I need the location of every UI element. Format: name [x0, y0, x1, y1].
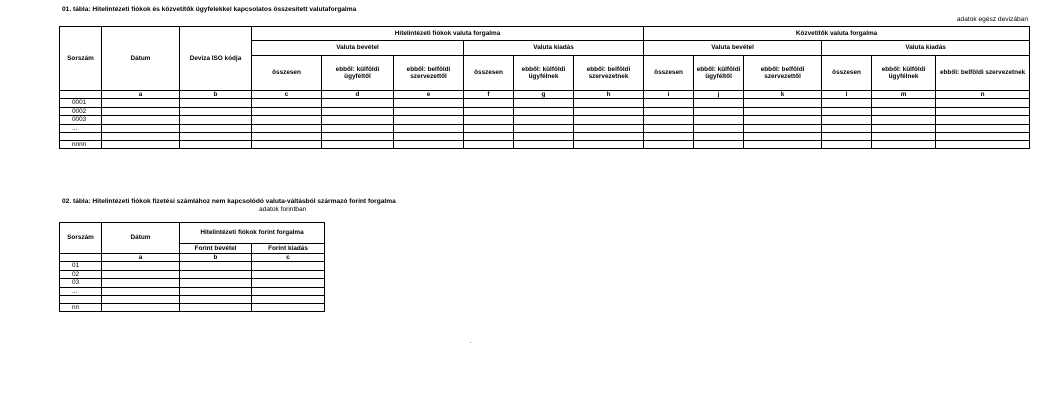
- letter-cell: c: [252, 91, 322, 99]
- t2-header-group: Hitelintézeti fiókok forint forgalma: [180, 223, 325, 244]
- data-cell: [252, 262, 325, 270]
- data-cell: [180, 124, 252, 132]
- header-datum: Dátum: [102, 27, 180, 91]
- table-row: [60, 304, 325, 312]
- table1-title: 01. tábla: Hitelintézeti fiókok és közvetítők ügyfelekkel kapcsolatos összesített valutaforgalma: [62, 6, 357, 13]
- data-cell: [822, 99, 872, 107]
- letter-cell: i: [644, 91, 694, 99]
- data-cell: [394, 141, 464, 149]
- data-cell: [694, 124, 744, 132]
- data-cell: [936, 124, 1030, 132]
- row-number: 0003: [60, 116, 102, 124]
- data-cell: [252, 270, 325, 278]
- header-kozv-bevetel: Valuta bevétel: [644, 41, 822, 56]
- letter-cell: c: [252, 254, 325, 262]
- header-j-kulfoldi: ebből: külföldi ügyféltől: [694, 56, 744, 91]
- header-n-belfoldi: ebből: belföldi szervezetnek: [936, 56, 1030, 91]
- table-row: [60, 133, 1030, 141]
- letter-cell: d: [322, 91, 394, 99]
- data-cell: [574, 99, 644, 107]
- header-f-osszesen: összesen: [464, 56, 514, 91]
- row-number: 03: [60, 279, 102, 287]
- data-cell: [822, 133, 872, 141]
- header-d-kulfoldi: ebből: külföldi ügyféltől: [322, 56, 394, 91]
- data-cell: [936, 116, 1030, 124]
- table-row: [60, 141, 1030, 149]
- letter-cell-empty: [60, 254, 102, 262]
- data-cell: [102, 279, 180, 287]
- header-c-osszesen: összesen: [252, 56, 322, 91]
- data-cell: [872, 141, 936, 149]
- data-cell: [936, 107, 1030, 115]
- data-cell: [514, 99, 574, 107]
- data-cell: [822, 107, 872, 115]
- data-cell: [514, 141, 574, 149]
- letter-cell: a: [102, 254, 180, 262]
- letter-cell: h: [574, 91, 644, 99]
- row-number: 0002: [60, 107, 102, 115]
- stray-dot: [470, 342, 471, 343]
- table-row: [60, 262, 325, 270]
- header-group-hitel: Hitelintézeti fiókok valuta forgalma: [252, 27, 644, 41]
- data-cell: [180, 296, 252, 304]
- data-cell: [252, 99, 322, 107]
- letter-cell: l: [822, 91, 872, 99]
- data-cell: [102, 287, 180, 295]
- data-cell: [252, 133, 322, 141]
- data-cell: [822, 141, 872, 149]
- data-cell: [102, 116, 180, 124]
- letter-cell: b: [180, 91, 252, 99]
- letter-cell: e: [394, 91, 464, 99]
- data-cell: [744, 124, 822, 132]
- header-group-kozv: Közvetítők valuta forgalma: [644, 27, 1030, 41]
- data-cell: [102, 296, 180, 304]
- data-cell: [464, 141, 514, 149]
- data-cell: [514, 116, 574, 124]
- header-sorszam: Sorszám: [60, 27, 102, 91]
- letter-cell: b: [180, 254, 252, 262]
- letter-cell: k: [744, 91, 822, 99]
- data-cell: [694, 141, 744, 149]
- table-row: [60, 287, 325, 295]
- data-cell: [322, 116, 394, 124]
- t2-header-kiadas: Forint kiadás: [252, 244, 325, 254]
- data-cell: [694, 116, 744, 124]
- data-cell: [936, 133, 1030, 141]
- data-cell: [936, 99, 1030, 107]
- data-cell: [394, 116, 464, 124]
- data-cell: [322, 124, 394, 132]
- header-l-osszesen: összesen: [822, 56, 872, 91]
- table2: [59, 222, 325, 312]
- data-cell: [694, 133, 744, 141]
- data-cell: [936, 141, 1030, 149]
- data-cell: [872, 116, 936, 124]
- row-number: nnnn: [60, 141, 102, 149]
- data-cell: [822, 124, 872, 132]
- table-row: [60, 279, 325, 287]
- data-cell: [322, 133, 394, 141]
- data-cell: [102, 262, 180, 270]
- table1-body: [60, 99, 1030, 149]
- data-cell: [252, 141, 322, 149]
- letter-cell: a: [102, 91, 180, 99]
- data-cell: [464, 133, 514, 141]
- table2-title: 02. tábla: Hitelintézeti fiókok fizetési számlához nem kapcsolódó valuta-váltásból származó forint forgalma: [62, 198, 396, 205]
- data-cell: [322, 107, 394, 115]
- data-cell: [102, 141, 180, 149]
- row-number: 0001: [60, 99, 102, 107]
- data-cell: [744, 107, 822, 115]
- data-cell: [180, 141, 252, 149]
- data-cell: [102, 99, 180, 107]
- row-number: 02: [60, 270, 102, 278]
- data-cell: [644, 107, 694, 115]
- data-cell: [322, 99, 394, 107]
- table2-body: [60, 262, 325, 312]
- table-row: [60, 270, 325, 278]
- row-number: 01: [60, 262, 102, 270]
- data-cell: [574, 107, 644, 115]
- data-cell: [574, 116, 644, 124]
- t2-header-datum: Dátum: [102, 223, 180, 254]
- data-cell: [514, 124, 574, 132]
- data-cell: [644, 99, 694, 107]
- data-cell: [644, 116, 694, 124]
- t2-header-sorszam: Sorszám: [60, 223, 102, 254]
- header-g-kulfoldi: ebből: külföldi ügyfélnek: [514, 56, 574, 91]
- data-cell: [394, 133, 464, 141]
- header-hitel-kiadas: Valuta kiadás: [464, 41, 644, 56]
- data-cell: [744, 141, 822, 149]
- data-cell: [252, 287, 325, 295]
- data-cell: [180, 270, 252, 278]
- row-number: [60, 133, 102, 141]
- letter-cell-empty: [60, 91, 102, 99]
- data-cell: [694, 99, 744, 107]
- data-cell: [464, 107, 514, 115]
- table1-unit: adatok egész devizában: [956, 16, 1028, 23]
- table-row: [60, 124, 1030, 132]
- data-cell: [744, 133, 822, 141]
- data-cell: [574, 124, 644, 132]
- data-cell: [252, 116, 322, 124]
- data-cell: [102, 133, 180, 141]
- data-cell: [180, 279, 252, 287]
- table-row: [60, 296, 325, 304]
- header-hitel-bevetel: Valuta bevétel: [252, 41, 464, 56]
- table1: [59, 26, 1030, 149]
- row-number: ...: [60, 287, 102, 295]
- data-cell: [872, 133, 936, 141]
- header-deviza: Deviza ISO kódja: [180, 27, 252, 91]
- data-cell: [322, 141, 394, 149]
- data-cell: [872, 99, 936, 107]
- header-i-osszesen: összesen: [644, 56, 694, 91]
- t2-header-bevetel: Forint bevétel: [180, 244, 252, 254]
- letter-cell: g: [514, 91, 574, 99]
- data-cell: [464, 99, 514, 107]
- header-h-belfoldi: ebből: belföldi szervezetnek: [574, 56, 644, 91]
- data-cell: [102, 124, 180, 132]
- table-row: [60, 99, 1030, 107]
- data-cell: [180, 304, 252, 312]
- data-cell: [180, 262, 252, 270]
- data-cell: [180, 133, 252, 141]
- row-number: nn: [60, 304, 102, 312]
- table2-unit: adatok forintban: [259, 206, 307, 213]
- data-cell: [744, 116, 822, 124]
- data-cell: [574, 141, 644, 149]
- data-cell: [872, 124, 936, 132]
- data-cell: [514, 133, 574, 141]
- data-cell: [252, 279, 325, 287]
- data-cell: [180, 287, 252, 295]
- table-row: [60, 116, 1030, 124]
- table-row: [60, 107, 1030, 115]
- data-cell: [180, 116, 252, 124]
- data-cell: [644, 133, 694, 141]
- data-cell: [252, 296, 325, 304]
- data-cell: [694, 107, 744, 115]
- data-cell: [252, 107, 322, 115]
- data-cell: [464, 124, 514, 132]
- header-m-kulfoldi: ebből: külföldi ügyfélnek: [872, 56, 936, 91]
- data-cell: [102, 270, 180, 278]
- data-cell: [644, 141, 694, 149]
- row-number: ...: [60, 124, 102, 132]
- data-cell: [744, 99, 822, 107]
- data-cell: [514, 107, 574, 115]
- data-cell: [252, 124, 322, 132]
- data-cell: [102, 304, 180, 312]
- data-cell: [822, 116, 872, 124]
- header-e-belfoldi: ebből: belföldi szervezettől: [394, 56, 464, 91]
- data-cell: [394, 107, 464, 115]
- data-cell: [644, 124, 694, 132]
- data-cell: [574, 133, 644, 141]
- data-cell: [394, 99, 464, 107]
- letter-cell: n: [936, 91, 1030, 99]
- data-cell: [464, 116, 514, 124]
- header-kozv-kiadas: Valuta kiadás: [822, 41, 1030, 56]
- data-cell: [102, 107, 180, 115]
- data-cell: [872, 107, 936, 115]
- letter-cell: m: [872, 91, 936, 99]
- data-cell: [180, 99, 252, 107]
- data-cell: [252, 304, 325, 312]
- letter-cell: j: [694, 91, 744, 99]
- data-cell: [394, 124, 464, 132]
- row-number: [60, 296, 102, 304]
- letter-cell: f: [464, 91, 514, 99]
- header-k-belfoldi: ebből: belföldi szervezettől: [744, 56, 822, 91]
- data-cell: [180, 107, 252, 115]
